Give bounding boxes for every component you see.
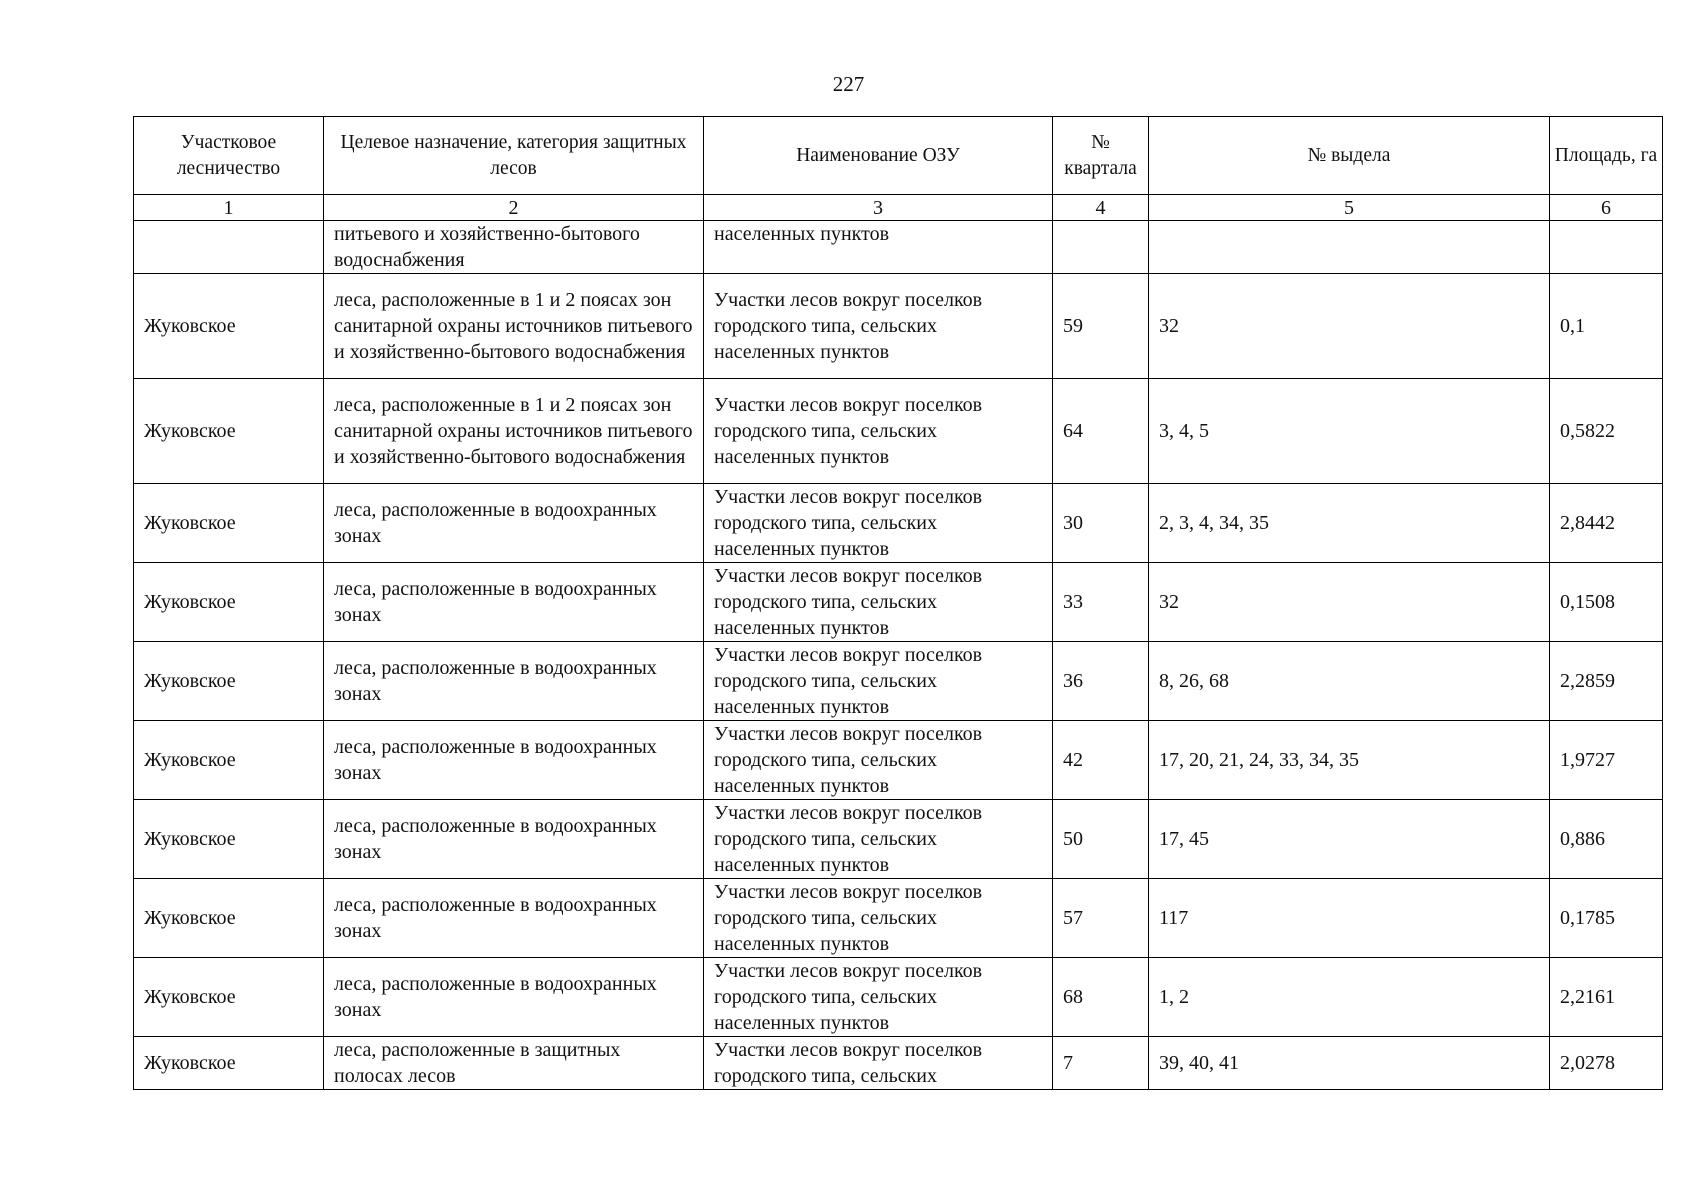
cell-quarter: 68 <box>1053 958 1149 1037</box>
cell-forestry: Жуковское <box>134 274 324 379</box>
cell-area: 0,1508 <box>1550 563 1663 642</box>
cell-area: 0,5822 <box>1550 379 1663 484</box>
cell-allotment: 3, 4, 5 <box>1149 379 1550 484</box>
cell-forestry: Жуковское <box>134 721 324 800</box>
table-row <box>134 274 1663 379</box>
header-number: 1 <box>134 195 324 221</box>
cell-purpose: леса, расположенные в защитных полосах лесов <box>324 1037 704 1090</box>
cell-allotment: 17, 20, 21, 24, 33, 34, 35 <box>1149 721 1550 800</box>
cell-forestry: Жуковское <box>134 958 324 1037</box>
table-row <box>134 800 1663 879</box>
header-quarter: № квартала <box>1053 117 1149 195</box>
cell-allotment: 32 <box>1149 563 1550 642</box>
table-header <box>134 117 1663 221</box>
cell-allotment: 1, 2 <box>1149 958 1550 1037</box>
header-row <box>134 117 1663 195</box>
cell-purpose: леса, расположенные в водоохранных зонах <box>324 958 704 1037</box>
cell-allotment <box>1149 221 1550 274</box>
cell-area: 1,9727 <box>1550 721 1663 800</box>
cell-area: 0,1785 <box>1550 879 1663 958</box>
cell-ozu: Участки лесов вокруг поселков городского типа, сельских населенных пунктов <box>704 800 1053 879</box>
table-row <box>134 1037 1663 1090</box>
table-row <box>134 484 1663 563</box>
cell-ozu: Участки лесов вокруг поселков городского типа, сельских населенных пунктов <box>704 563 1053 642</box>
table-row <box>134 563 1663 642</box>
cell-ozu: Участки лесов вокруг поселков городского типа, сельских населенных пунктов <box>704 958 1053 1037</box>
table-row <box>134 879 1663 958</box>
cell-ozu: населенных пунктов <box>704 221 1053 274</box>
cell-purpose: леса, расположенные в 1 и 2 поясах зон санитарной охраны источников питьевого и хозяйственно-бытового водоснабжения <box>324 274 704 379</box>
header-number: 5 <box>1149 195 1550 221</box>
header-number: 3 <box>704 195 1053 221</box>
cell-purpose: леса, расположенные в водоохранных зонах <box>324 484 704 563</box>
cell-purpose: питьевого и хозяйственно-бытового водоснабжения <box>324 221 704 274</box>
cell-purpose: леса, расположенные в водоохранных зонах <box>324 879 704 958</box>
cell-ozu: Участки лесов вокруг поселков городского типа, сельских <box>704 1037 1053 1090</box>
table-row <box>134 642 1663 721</box>
cell-quarter: 42 <box>1053 721 1149 800</box>
header-number-row <box>134 195 1663 221</box>
cell-ozu: Участки лесов вокруг поселков городского типа, сельских населенных пунктов <box>704 721 1053 800</box>
header-forestry: Участковое лесничество <box>134 117 324 195</box>
cell-purpose: леса, расположенные в 1 и 2 поясах зон санитарной охраны источников питьевого и хозяйственно-бытового водоснабжения <box>324 379 704 484</box>
table-row <box>134 721 1663 800</box>
cell-allotment: 32 <box>1149 274 1550 379</box>
header-number: 2 <box>324 195 704 221</box>
cell-allotment: 2, 3, 4, 34, 35 <box>1149 484 1550 563</box>
cell-forestry: Жуковское <box>134 484 324 563</box>
table-body <box>134 221 1663 1090</box>
cell-quarter: 64 <box>1053 379 1149 484</box>
header-allotment: № выдела <box>1149 117 1550 195</box>
cell-allotment: 117 <box>1149 879 1550 958</box>
cell-forestry: Жуковское <box>134 879 324 958</box>
cell-quarter: 57 <box>1053 879 1149 958</box>
cell-allotment: 39, 40, 41 <box>1149 1037 1550 1090</box>
cell-quarter: 33 <box>1053 563 1149 642</box>
cell-area: 2,2161 <box>1550 958 1663 1037</box>
cell-ozu: Участки лесов вокруг поселков городского типа, сельских населенных пунктов <box>704 879 1053 958</box>
cell-area: 0,1 <box>1550 274 1663 379</box>
cell-ozu: Участки лесов вокруг поселков городского типа, сельских населенных пунктов <box>704 642 1053 721</box>
table-row <box>134 379 1663 484</box>
cell-area <box>1550 221 1663 274</box>
cell-area: 2,8442 <box>1550 484 1663 563</box>
forest-areas-table <box>133 116 1663 1090</box>
cell-purpose: леса, расположенные в водоохранных зонах <box>324 642 704 721</box>
header-number: 4 <box>1053 195 1149 221</box>
cell-forestry <box>134 221 324 274</box>
cell-ozu: Участки лесов вокруг поселков городского типа, сельских населенных пунктов <box>704 379 1053 484</box>
table-row <box>134 958 1663 1037</box>
header-ozu: Наименование ОЗУ <box>704 117 1053 195</box>
cell-quarter <box>1053 221 1149 274</box>
cell-area: 2,0278 <box>1550 1037 1663 1090</box>
cell-forestry: Жуковское <box>134 379 324 484</box>
cell-allotment: 17, 45 <box>1149 800 1550 879</box>
cell-quarter: 59 <box>1053 274 1149 379</box>
page-number: 227 <box>832 72 865 96</box>
cell-quarter: 7 <box>1053 1037 1149 1090</box>
cell-area: 0,886 <box>1550 800 1663 879</box>
cell-forestry: Жуковское <box>134 563 324 642</box>
cell-quarter: 30 <box>1053 484 1149 563</box>
cell-forestry: Жуковское <box>134 642 324 721</box>
cell-area: 2,2859 <box>1550 642 1663 721</box>
cell-ozu: Участки лесов вокруг поселков городского типа, сельских населенных пунктов <box>704 484 1053 563</box>
cell-quarter: 36 <box>1053 642 1149 721</box>
cell-forestry: Жуковское <box>134 1037 324 1090</box>
header-number: 6 <box>1550 195 1663 221</box>
header-area: Площадь, га <box>1550 117 1663 195</box>
cell-purpose: леса, расположенные в водоохранных зонах <box>324 563 704 642</box>
continuation-row <box>134 221 1663 274</box>
cell-quarter: 50 <box>1053 800 1149 879</box>
cell-purpose: леса, расположенные в водоохранных зонах <box>324 721 704 800</box>
cell-allotment: 8, 26, 68 <box>1149 642 1550 721</box>
cell-forestry: Жуковское <box>134 800 324 879</box>
cell-purpose: леса, расположенные в водоохранных зонах <box>324 800 704 879</box>
cell-ozu: Участки лесов вокруг поселков городского типа, сельских населенных пунктов <box>704 274 1053 379</box>
header-purpose: Целевое назначение, категория защитных лесов <box>324 117 704 195</box>
